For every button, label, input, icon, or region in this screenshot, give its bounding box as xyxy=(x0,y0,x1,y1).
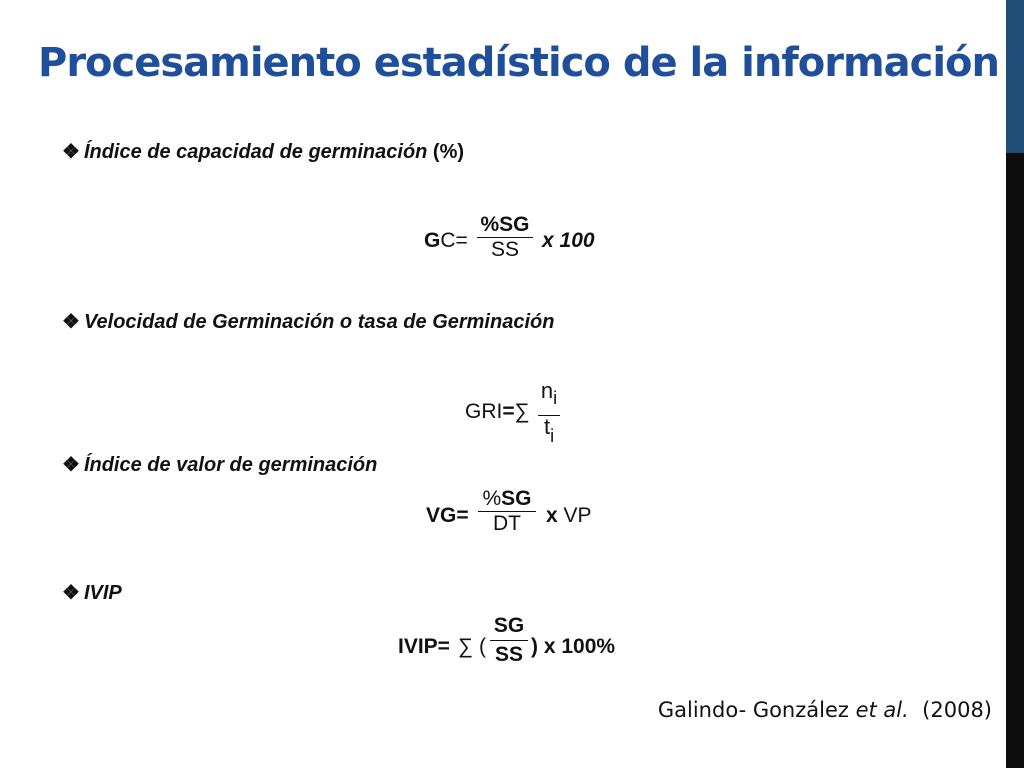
vg-multiplier-x: x xyxy=(546,504,558,527)
gc-fraction xyxy=(477,213,533,262)
sigma-icon: ∑ xyxy=(458,635,473,658)
vg-lhs: VG= xyxy=(426,504,469,527)
ivip-multiplier: ) x 100% xyxy=(531,635,616,658)
ivip-fraction xyxy=(490,614,528,667)
ivip-heading: IVIP xyxy=(83,582,122,604)
gc-lhs-g: G xyxy=(424,229,441,252)
ivip-lhs: IVIP= xyxy=(398,635,450,658)
gri-fraction xyxy=(538,380,560,447)
diamond-bullet-icon: ❖ xyxy=(62,311,80,333)
ivip-open-paren: ( xyxy=(478,635,486,658)
gc-formula-lhs xyxy=(424,229,468,253)
gri-denominator: $t_i$ xyxy=(543,414,555,446)
bullet-vg xyxy=(62,452,377,477)
citation-year: (2008) xyxy=(908,698,992,722)
vg-numerator-sg: SG xyxy=(501,487,532,510)
gc-heading-suffix: (%) xyxy=(427,141,465,163)
slide-title: Procesamiento estadístico de la información xyxy=(38,40,1000,86)
gc-multiplier: x 100 xyxy=(542,229,595,252)
bullet-ivip xyxy=(62,580,122,605)
gri-formula-lhs xyxy=(465,400,530,424)
vg-numerator-pct: % xyxy=(482,487,502,510)
ivip-sigma xyxy=(458,635,486,659)
diamond-bullet-icon: ❖ xyxy=(62,582,80,604)
side-accent-bar-bottom xyxy=(1006,153,1024,768)
side-accent-bar-top xyxy=(1006,0,1024,153)
citation-etal: et al. xyxy=(855,698,909,722)
diamond-bullet-icon: ❖ xyxy=(62,454,80,476)
gri-denominator-sub: i xyxy=(550,426,555,446)
gri-equals: = xyxy=(502,400,515,423)
vg-multiplier xyxy=(546,504,592,528)
ivip-fraction-bar xyxy=(490,640,528,641)
gri-numerator-sub: i xyxy=(553,388,558,408)
vg-heading: Índice de valor de germinación xyxy=(83,454,378,476)
bullet-gri xyxy=(62,309,554,334)
sigma-icon: ∑ xyxy=(514,400,530,423)
ivip-denominator: SS xyxy=(494,643,523,666)
vg-numerator xyxy=(478,487,536,511)
ivip-numerator: SG xyxy=(493,614,525,637)
gc-lhs-rest: C= xyxy=(440,229,468,252)
gc-denominator: SS xyxy=(490,238,519,261)
vg-denominator: DT xyxy=(493,512,521,535)
citation xyxy=(658,698,992,722)
citation-authors: Galindo- González xyxy=(657,698,856,722)
diamond-bullet-icon: ❖ xyxy=(62,141,80,163)
gri-numerator: $n_i$ xyxy=(540,378,558,408)
bullet-gc xyxy=(62,139,464,164)
gc-heading: Índice de capacidad de germinación xyxy=(83,141,428,163)
vg-fraction xyxy=(478,487,536,536)
gri-heading: Velocidad de Germinación o tasa de Germinación xyxy=(83,311,555,333)
gri-lhs: GRI xyxy=(465,400,503,423)
vg-multiplier-vp: VP xyxy=(557,504,592,527)
gc-numerator: %SG xyxy=(480,213,530,236)
